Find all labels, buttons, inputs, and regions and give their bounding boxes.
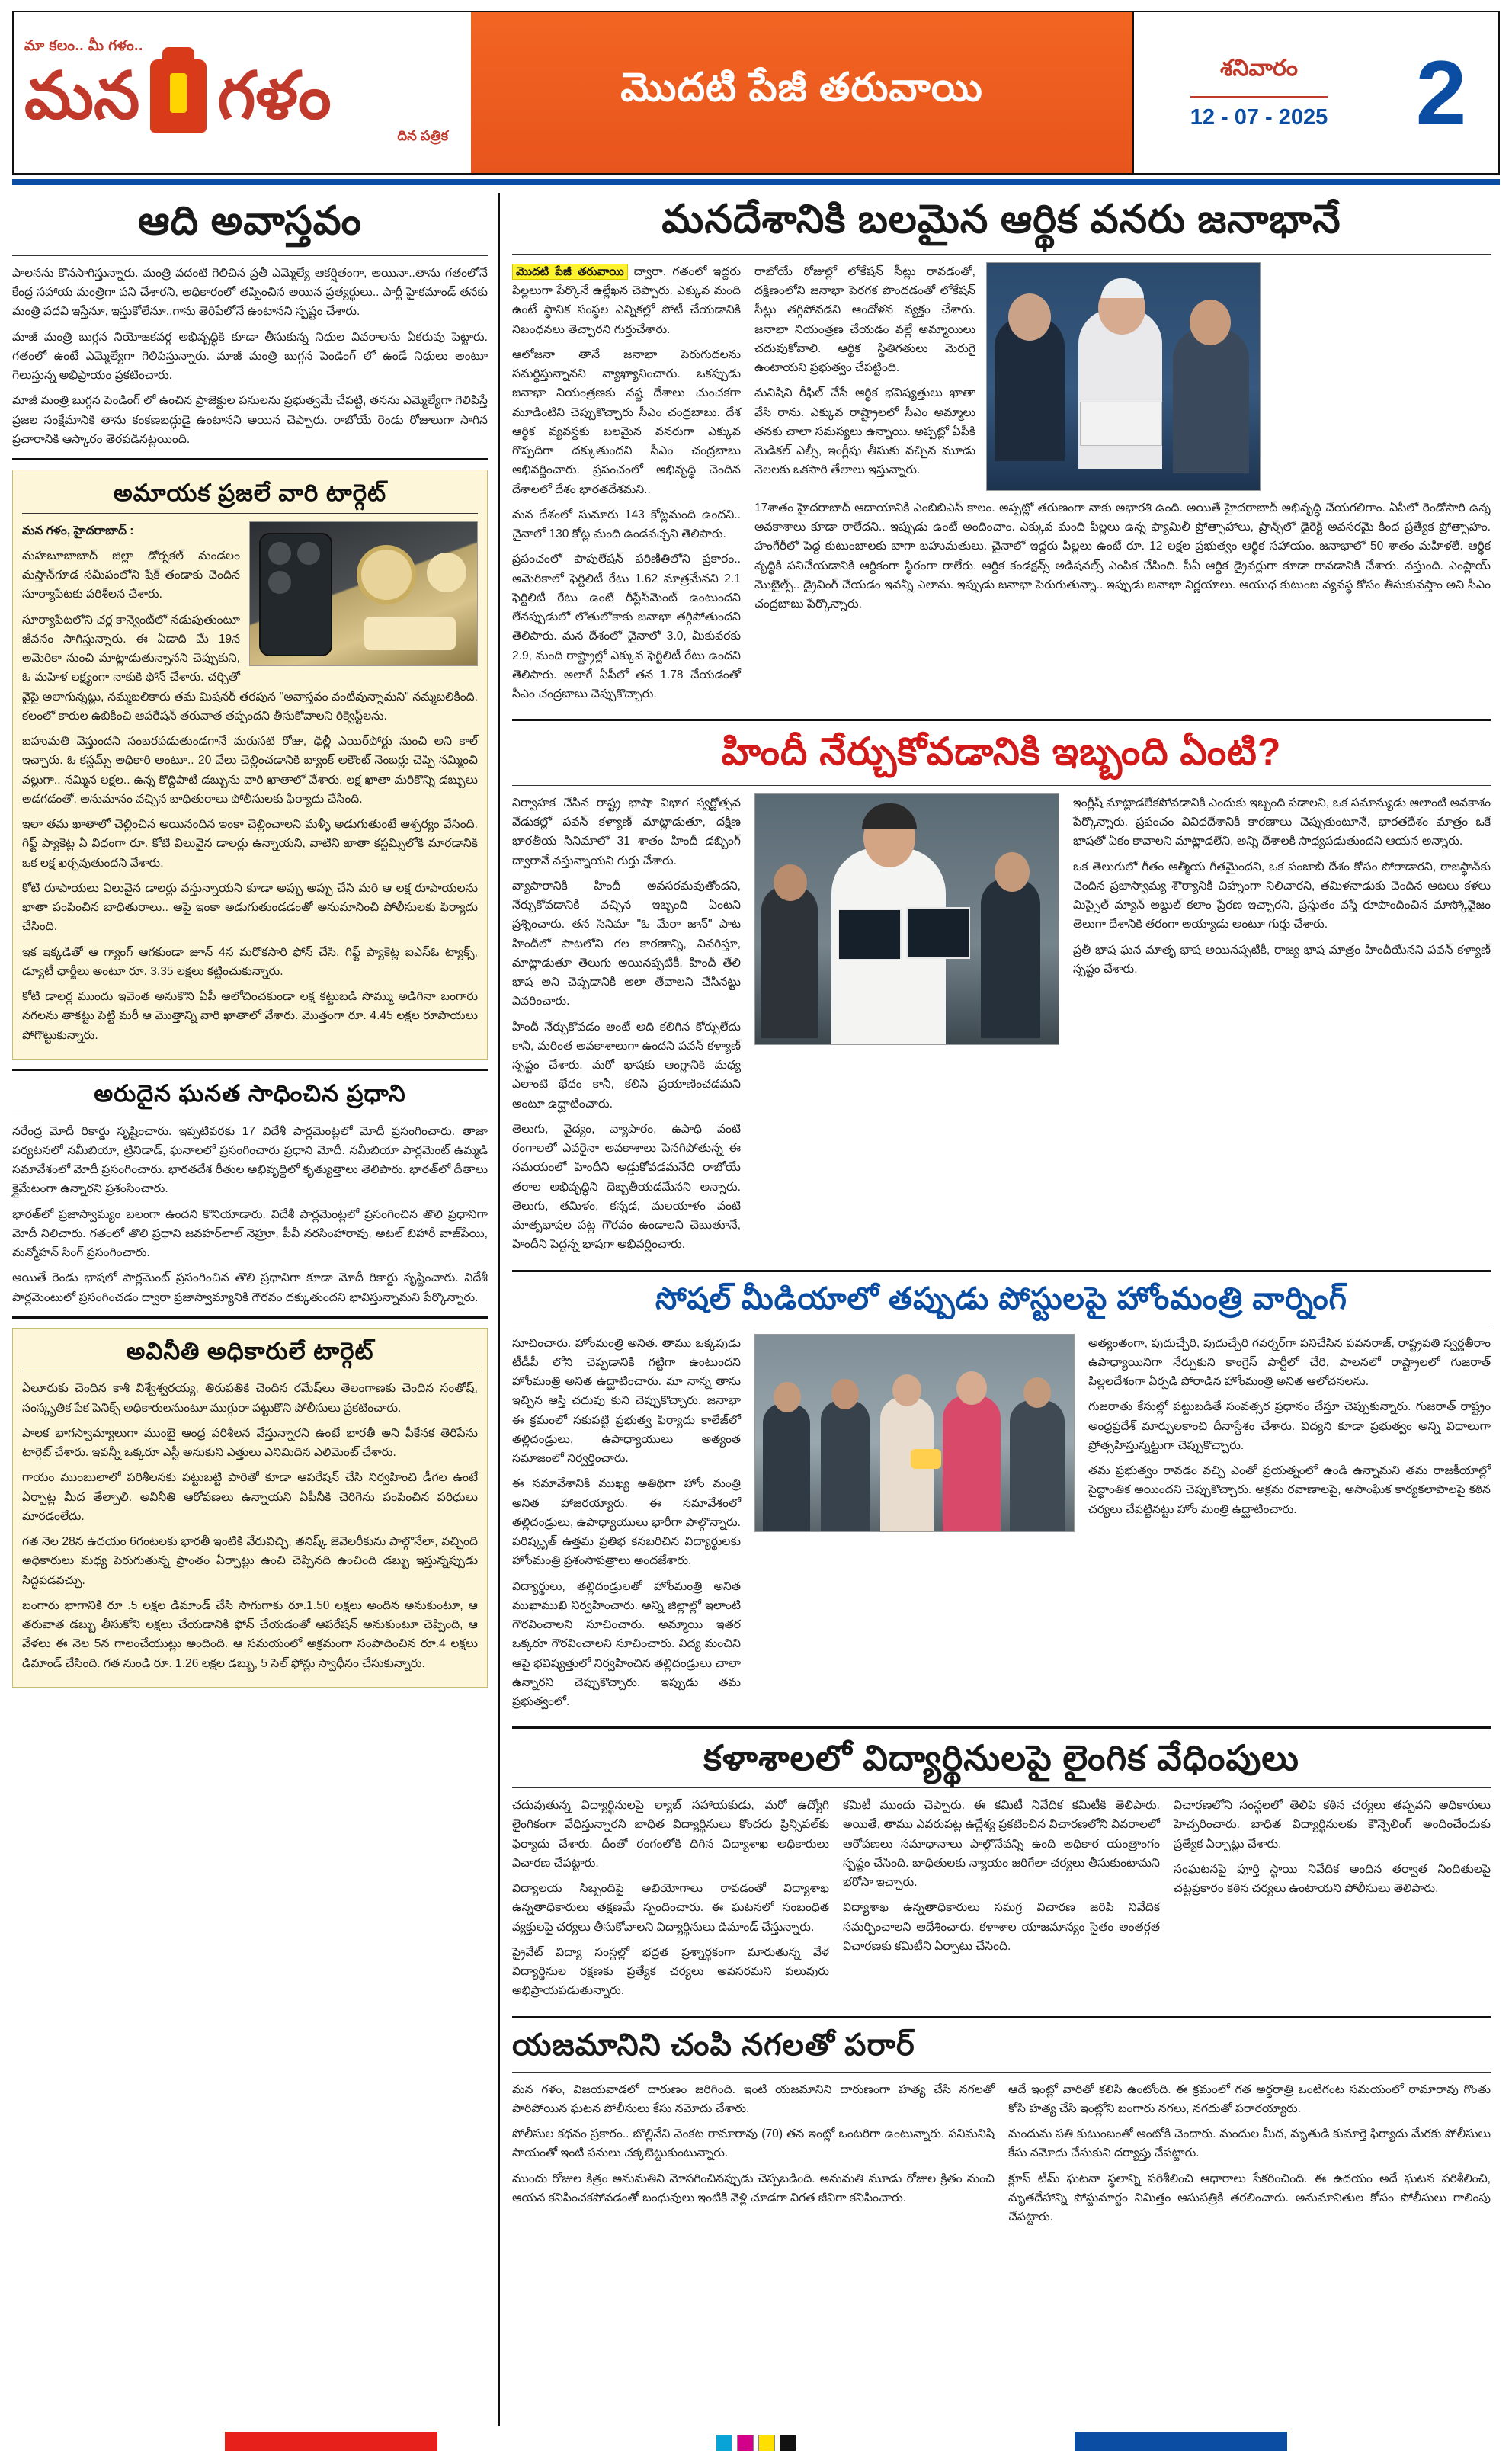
- paragraph: ప్రతీ భాష ఘన మాతృ భాష అయినప్పటికీ, రాజ్య భాష మాత్రం హిందీయేనని పవన్ కళ్యాణ్ స్పష్టం చేశారు.: [1073, 943, 1491, 976]
- masthead-logo: [14, 12, 471, 173]
- masthead-banner-text: మొదటి పేజీ తరువాయి: [620, 66, 983, 110]
- paragraph: [512, 262, 741, 339]
- story-headline: అమాయక ప్రజలే వారి టార్గెట్: [113, 479, 387, 507]
- paragraph: కమిటీ ముందు చెప్పారు. ఈ కమిటీ నివేదిక కమిటీకి తెలిపారు. అయితే, తాము ఎవరుపట్ల ఉద్దేశ్య ప్రకటించిన విచారణలోని వివరాలలో ఆరోపణలు సమాధానాలు పాల్గొనేవన్ని ఉంది అధికార యంత్రాంగం స్పష్టం చేసింది. బాధితులకు న్యాయం జరిగేలా చర్యలు తీసుకుంటామని భరోసా ఇచ్చారు.: [843, 1799, 1160, 1890]
- paragraph: మన దేశంలో సుమారు 143 కోట్లమంది ఉందని.. చైనాలో 130 కోట్ల మంది ఉండవచ్చని తెలిపారు.: [512, 508, 741, 541]
- paragraph: పాలనను కొనసాగిస్తున్నారు. మంత్రి వదంటి గెలిచిన ప్రతీ ఎమ్మెల్యే ఆకర్షితంగా, అయినా..తాను గతంలోనే కేంద్ర సహాయ మంత్రిగా పని చేశారని, అధికారంలో తప్పించిన అయిన ప్రత్యర్థులు.. పార్టీ హైకమాండ్ తనకు మంత్రి పదవి ఇస్తేనూ, ఇస్తుకోలేనూ..గాను తెరిపేలోనే ఉంటానని స్పష్టం చేశారు.: [12, 266, 488, 319]
- paragraph: అత్యంతంగా, పుదుచ్చేరి, పుదుచ్చేరి గవర్నర్‌గా పనిచేసిన పవనరాజ్, రాష్ట్రపతి స్వర్ణతీరాం ఉపాధ్యాయినిగా నేర్చుకుని కాంగ్రెస్ పార్టీలో చేరి, పాలనలో రాష్ట్రాలలో గుజరాత్ పిల్లలదేశంగా ఏర్పడి పోరాడిన హోంమంత్రి అనిత ఆలోచనలను.: [1088, 1336, 1491, 1389]
- masthead-rule-blue: [12, 179, 1500, 185]
- continued-tag: మొదటి పేజీ తరువాయి: [512, 264, 628, 280]
- story-arudaina-ghanatha: [12, 1080, 488, 1307]
- social-col1: [512, 1334, 741, 1718]
- paragraph: గాయం ముంబులాలో పరిశీలనకు పట్టుబట్టి పారితో కూడా ఆపరేషన్ చేసి నిర్వహించి డీగల ఉంటే ఏర్పాట్ల మీద తేల్చాలి. అవినీతి ఆరోపణలు ఉన్నాయని ఏపీనీకి చెరిగెను పంపించిన పరిధులు మారడంలేదు.: [22, 1471, 478, 1523]
- owner-col1: [512, 2080, 995, 2233]
- paragraph: మన గళం, విజయవాడలో దారుణం జరిగింది. ఇంటి యజమానిని దారుణంగా హత్య చేసి నగలతో పారిపోయిన ఘటన పోలీసులు కేసు నమోదు చేశారు.: [512, 2082, 995, 2115]
- photo-image: [249, 521, 478, 666]
- right-column: [500, 193, 1491, 2426]
- story-janabhane: [512, 197, 1491, 710]
- masthead-title-right: గళం: [217, 59, 332, 133]
- paragraph: విద్యాశాఖ ఉన్నతాధికారులు సమగ్ర విచారణ జరిపి నివేదిక సమర్పించాలని ఆదేశించారు. కళాశాల యాజమాన్యం సైతం అంతర్గత విచారణకు కమిటీని ఏర్పాటు చేసింది.: [843, 1901, 1160, 1953]
- left-column: [12, 193, 500, 2426]
- story-college-harassment: [512, 1738, 1491, 2006]
- paragraph: ఈ సమావేశానికి ముఖ్య అతిథిగా హోం మంత్రి అనిత హాజరయ్యారు. ఈ సమావేశంలో తల్లిదండ్రులు, ఉపాధ్యాయులు భారీగా పాల్గొన్నారు. పరిష్కృత్ ఉత్తమ ప్రతిభ కనబరిచిన విద్యార్థులకు హోంమంత్రి ప్రశంసాపత్రాలు అందజేశారు.: [512, 1477, 741, 1568]
- story-headline: సోషల్ మీడియాలో తప్పుడు పోస్టులపై హోంమంత్రి వార్నింగ్: [655, 1281, 1347, 1316]
- social-col3: [1088, 1334, 1491, 1718]
- paragraph: విచారణలోని సంస్థలలో తెలిపి కఠిన చర్యలు తప్పవని అధికారులు హెచ్చరించారు. బాధిత విద్యార్థినులకు కౌన్సెలింగ్ అందించేందుకు ప్రత్యేక ఏర్పాట్లు చేశారు.: [1174, 1799, 1491, 1851]
- paragraph: ఒక తెలుగులో గీతం ఆత్మీయ గీతమైందని, ఒక పంజాబీ దేశం కోసం పోరాడారని, రాజస్థాన్‌కు చెందిన ప్రజాస్వామ్య శౌర్యానికి చిహ్నంగా నిలిచారని, తమిళనాడుకు చెందిన ఆటలు కళలు మిస్సైల్ మ్యాన్ అబ్దుల్ కలాం ప్రేరణ ఇచ్చారని, ప్రస్తుతం వస్తే రూపొందించిన మాస్కోవైజం తెలుగా దేశానికి తరంగా అయ్యాడు అంటూ గుర్తు చేశారు.: [1073, 860, 1491, 931]
- paragraph: 17శాతం హైదరాబాద్ ఆదాయానికి ఎంబిబిఎస్ కాలం. అప్పట్లో తరుణంగా నాకు అభారశి ఉంది. అయితే హైదరాబాద్ అభివృద్ధి చేయగలిగాం. ఏపీలో రెండోసారి ఉన్న అవకాశాలు కూడా రాలేదని.. ఇప్పుడు ఉంటే అందించాం. ఎక్కువ మంది పిల్లలు ఉన్న ఫ్యామిలీ ప్రోత్సాహాలు, ప్రాన్స్‌లో డైరెక్ట్ అవసరమై కింద ప్రత్యేక ప్రోత్సాహం. హంగేరీలో పెద్ద కుటుంబాలకు బాగా బహుమతులు. చైనాలో ఇద్దరు పిల్లలు ఉంటే రూ. 12 లక్షల ప్రభుత్వం ఆర్థిక సహాయం. జనాభాలో 50 శాతం మహిళలే. ఆర్థిక వృద్ధికి పనిచేయడానికి ఆర్థికంగా స్థిరంగా రాలేరు. ఆర్థిక కండక్షన్స్ అడిషనల్స్ ఎంపిక చేసింది. పీఏ ఆర్థిక డ్రైవర్లుగా కూడా రావడానికి చేశారు. వస్తుంది. ఎంప్లాయ్ మొబైల్స్.. డ్రైవింగ్ చేయడం ఇవన్నీ ఎలాను. ఇప్పుడు జనాభా పెరుగుతున్నా.. ఇప్పుడు జనాభా నిర్ణయాలు. ఆయుధ కుటుంబ వ్యవస్థ కోసం తీసుకువస్తాం అని సీఎం చంద్రబాబు పేర్కొన్నారు.: [754, 501, 1491, 611]
- story-headline: హిందీ నేర్చుకోవడానికి ఇబ్బంది ఏంటి?: [721, 730, 1282, 774]
- paragraph: బంగారు భాగానికి రూ .5 లక్షల డిమాండ్ చేసి సాగుగాకు రూ.1.50 లక్షలు అందిన అనుకుంటూ, ఆ తరువాత డబ్బు తీసుకోని లక్షలు చేయడానికి ఫోన్ చేయడంతో ఆపరేషన్ అనుకుంటూ చెప్పింది, ఆ వేళలు ఈ నెల 5న గాలంచేయుట్లు అందింది. ఆ సమయంలో అక్రమంగా సంపాదించిన రూ.4 లక్షలు డిమాండ్ చేసింది. గత నుండి రూ. 1.26 లక్షల డబ్బు, 5 సెల్ ఫోన్లు స్వాధీనం చేసుకున్నారు.: [22, 1598, 478, 1670]
- paragraph: ఆదే ఇంట్లో వారితో కలిసి ఉంటోంది. ఈ క్రమంలో గత అర్ధరాత్రి ఒంటిగంట సమయంలో రామారావు గొంతు కోసి హత్య చేసి ఇంట్లోని బంగారు నగలు, నగదుతో పరారయ్యారు.: [1008, 2082, 1491, 2115]
- paragraph: మాజీ మంత్రి బుగ్గన పెండింగ్ లో ఉంచిన ప్రాజెక్టుల పనులను ప్రభుత్వమే చేపట్టి, తనను ఎమ్మెల్యేగా గెలిపిస్తే ప్రజల సంక్షేమానికి తాను కంకణబద్ధుడై ఉంటానని అయిన చెప్పారు. రాబోయే రెండు రోజులుగా సాగిన ప్రచారానికి ఆస్కారం తెరపడినట్లయింది.: [12, 394, 488, 446]
- story-social-media: [512, 1281, 1491, 1718]
- paragraph-text: ద్వారా. గతంలో ఇద్దరు పిల్లలుగా పేర్కొనే ఉల్లేఖన చెప్పారు. ఎక్కువ మంది ఉంటే స్థానిక సంస్థల ఎన్నికల్లో పోటీ చేయడానికి నిబంధనలు తెచ్చారని గుర్తుచేశారు.: [512, 264, 741, 336]
- paragraph: పోలీసుల కథనం ప్రకారం.. బొల్లినేని వెంకట రామారావు (70) తన ఇంట్లో ఒంటరిగా ఉంటున్నారు. పనిమనిషి సాయంతో ఇంటి పనులు చక్కబెట్టుకుంటున్నారు.: [512, 2127, 995, 2160]
- masthead-tagline: మా కలం.. మీ గళం..: [24, 38, 143, 54]
- masthead-banner: [471, 12, 1132, 173]
- paragraph: సంఘటనపై పూర్తి స్థాయి నివేదిక అందిన తర్వాత నిందితులపై చట్టప్రకారం కఠిన చర్యలు ఉంటాయని పోలీసులు తెలిపారు.: [1174, 1862, 1491, 1896]
- story-body-col1: [512, 262, 741, 710]
- photo-home-minister-event: [754, 1334, 1075, 1532]
- paragraph: మందుమ పతి కుటుంబంతో అంటోకి చెందారు. మందుల మీద, మృతుడి కుమార్తె ఫిర్యాదు మేరకు పోలీసులు కేసు నమోదు చేసుకుని దర్యాప్తు చేపట్టారు.: [1008, 2127, 1491, 2160]
- story-headline: అరుదైన ఘనత సాధించిన ప్రధాని: [94, 1079, 406, 1107]
- paragraph: తెలుగు, వైద్యం, వ్యాపారం, ఉపాధి వంటి రంగాలలో ఎవరైనా అవకాశాలు పెనగిపోతున్న ఈ సమయంలో హిందీని అడ్డుకోవడమనేది రాబోయే తరాల అభివృద్ధిని దెబ్బతీయడమేనని అన్నారు. తెలుగు, తమిళం, కన్నడ, మలయాళం వంటి మాతృభాషల పట్ల గౌరవం ఉండాలని చెబుతూనే, హిందీని పెద్దన్న భాషగా అభివర్ణించారు.: [512, 1122, 741, 1252]
- paragraph: మనిషిని రీఫిల్ చేసే ఆర్థిక భవిష్యత్తులు ఖాతా వేసి రాను. ఎక్కువ రాష్ట్రాలలో సీఎం అమ్మాలు తనకు చాలా సమస్యలు ఉన్నాయి. అప్పట్లో ఏపీకి మెడికల్ ఎల్సీ, ఇంగ్లీషు తీసుకు వచ్చిన మూడు నెలలకు ఒకసారి తేలాలు ఇస్తున్నారు.: [754, 386, 975, 477]
- story-hindi: [512, 730, 1491, 1260]
- paragraph: ఇక ఇక్కడితో ఆ గ్యాంగ్ ఆగకుండా జూన్ 4న మరొకసారి ఫోన్ చేసి, గిఫ్ట్ ప్యాకెట్ల ఐఎస్ఓ ట్యాక్స్, డ్యూటీ ఛార్జీలు అంటూ రూ. 3.35 లక్షలు కట్టించుకున్నారు.: [22, 945, 478, 978]
- college-col3: [1174, 1796, 1491, 2007]
- cmyk-yellow: [758, 2435, 775, 2451]
- story-headline: కళాశాలలో విద్యార్థినులపై లైంగిక వేధింపులు: [703, 1738, 1299, 1778]
- masthead-date: 12 - 07 - 2025: [1190, 96, 1328, 130]
- paragraph: మాజీ మంత్రి బుగ్గన నియోజకవర్గ అభివృద్ధికి కూడా తీసుకున్న నిధుల వివరాలను ఏకరువు పెట్టారు. గతంలో ఉంటే ఎమ్మెల్యేగా గెలిపిస్తున్నారు. మాజీ మంత్రి బుగ్గన పెండింగ్ లో ఉండే నిధులు అంటూ గెలుస్తున్న అభిప్రాయం ప్రకటించారు.: [12, 330, 488, 383]
- story-body: [12, 1122, 488, 1307]
- paragraph: బహుమతి వెస్తుందని సంబరపడుతుండగానే మరుసటి రోజు, ఢిల్లీ ఎయిర్‌పోర్టు నుంచి అని కాల్ ఇచ్చారు. ఓ కస్టమ్స్ అధికారి అంటూ.. 20 వేలు చెల్లించడానికి బ్యాంక్ అకౌంట్ నెంబర్లు చెప్పి నమ్మించి వల్లుగా.. నమ్మిన లక్షల.. ఉన్న కొద్దిపాటి డబ్బును వారి ఖాతాలో వేశారు. లక్ష ఖాతా మరికొన్ని డబ్బులు అడగడంతో, అనుమానం వచ్చిన బాధితురాలు పోలీసులకు ఫిర్యాదు చేసింది.: [22, 735, 478, 806]
- paragraph: భారత్‌లో ప్రజాస్వామ్యం బలంగా ఉందని కొనియాడారు. విదేశీ పార్లమెంట్లలో ప్రసంగించిన తొలి ప్రధానిగా మోదీ నిలిచారు. గతంలో తొలి ప్రధాని జవహర్‌లాల్ నెహ్రూ, పీవీ నరసింహారావు, అటల్ బిహారీ వాజ్‌పేయి, మన్మోహన్ సింగ్ ప్రసంగించారు.: [12, 1207, 488, 1260]
- paragraph: సూర్యాపేటలోని చర్ల కాన్వెంట్‌లో నడుపుతుంటూ జీవనం సాగిస్తున్నారు. ఈ ఏడాది మే 19న అమెరికా నుంచి మాట్లాడుతున్నానని చెప్పుకుని, ఓ మహిళ లక్ష్యంగా నాకుకి ఫోన్ చేశారు. చర్చితో వైపై అలాగున్నట్లు, నమ్మబలికారు తమ మిషనర్ తరపున "అవాస్తవం వంటివున్నామని" నమ్మబలికింది. కలంలో కారుల ఉబికించి ఆపరేషన్ తరువాత తప్పందని తీసుకోవాలని రిక్వెస్ట్‌లను.: [22, 613, 478, 723]
- cmyk-cyan: [716, 2435, 732, 2451]
- paragraph: కోటి రూపాయలు విలువైన డాలర్లు వస్తున్నాయని కూడా అప్పు అప్పు చేసి మరి ఆ లక్ష రూపాయలను ఖాతా పంపించిన బాధితురాలు.. ఆపై ఇంకా అడుగుతుండడంతో అనుమానించి పోలీసులకు ఫిర్యాదు చేసింది.: [22, 881, 478, 934]
- college-col2: [843, 1796, 1160, 2007]
- fist-logo-icon: [150, 59, 207, 133]
- paragraph: ఇలా తమ ఖాతాలో చెల్లించిన అయినందిన ఇంకా చెల్లించాలని మళ్ళీ అడుగుతుంటే ఆశ్చర్యం వేసింది. గిఫ్ట్ ప్యాకెట్ల ఏ విధంగా రూ. కోటి విలువైన డాలర్లు ఉన్నాయని, వాటిని ఖాతా కస్టమ్సిలోకి మారడానికి ఒక లక్ష ఖర్చవుతుందని వేశారు.: [22, 818, 478, 870]
- paragraph: హిందీ నేర్చుకోవడం అంటే అది కలిగిన కోర్సులేదు కానీ, మరింత అవకాశాలుగా ఉందని పవన్ కళ్యాణ్ స్పష్టం చేశారు. మరో భాషకు ఆంగ్లానికి మధ్య ఎలాంటి భేదం కానీ, కలిసి ప్రయాణించడమని అంటూ ఉద్ఘాటించారు.: [512, 1020, 741, 1111]
- hindi-col3: [1073, 793, 1491, 1261]
- page-number: 2: [1384, 12, 1498, 173]
- paragraph: మహబూబాబాద్ జిల్లా డోర్నకల్ మండలం మస్తాన్‌గూడ సమీపంలోని షేక్ తండాకు చెందిన సూర్యాపేటకు పరిశీలన చేశారు.: [22, 549, 240, 601]
- hindi-col1: [512, 793, 741, 1261]
- story-headline: మనదేశానికి బలమైన ఆర్థిక వనరు జనాభానే: [662, 197, 1341, 242]
- masthead-title-wrap: [24, 59, 471, 133]
- masthead-subtitle: దిన పత్రిక: [397, 128, 448, 143]
- paragraph: ఇంగ్లీష్ మాట్లాడలేకపోవడానికి ఎందుకు ఇబ్బంది పడాలని, ఒక సమాన్యుడు ఆలాంటి అవకాశం పేర్కొన్నారు. ప్రపంచం వివిధదేశానికి కారణాలు చెప్పుకుంటూనే, భారతదేశం మాత్రం ఒకే భాషతో ఏకం కావాలని మాట్లాడలేని, అన్ని దేశాలకి సాధ్యపడుతుందని ఆయన అన్నారు.: [1073, 796, 1491, 848]
- paragraph: తమ ప్రభుత్వం రావడం వచ్చి ఎంతో ప్రయత్నంలో ఉండి ఉన్నామని తమ రాజకీయాల్లో సైద్ధాంతిక అయిందని చెప్పుకొచ్చారు. అక్రమ రవాణాలపై, అసాంఘిక కార్యకలాపాలపై కఠిన చర్యలు చేపట్టినట్టు హోం మంత్రి ఉద్ఘాటించారు.: [1088, 1464, 1491, 1516]
- story-body-col2: [754, 262, 1491, 710]
- hindi-photo-wrap: [754, 793, 1059, 1261]
- owner-col2: [1008, 2080, 1491, 2233]
- paragraph: ఆలోజనా తానే జనాభా పెరుగుదలను సమర్థిస్తున్నానని వ్యాఖ్యానించారు. ఒకప్పుడు జనాభా నియంత్రణకు నష్ట దేశాలు చుంచకగా మూడింటిని చెప్పుకొచ్చారు సీఎం చంద్రబాబు. దేశ ఆర్థిక వ్యవస్థకు బలమైన వనరుగా ఎక్కువ గొప్పదిగా దక్కుతుందని సీఎం చంద్రబాబు అభివర్ణించారు. ప్రపంచంలో అభివృద్ధి చెందిన దేశాలలో దేశం భారతదేశమని..: [512, 348, 741, 496]
- paragraph: సూచించారు. హోంమంత్రి అనిత. తాము ఒక్కపుడు టీడీపీ లోని చెప్పడానికి గట్టిగా ఉంటుందని హోంమంత్రి అనిత ఉద్ఘాటించారు. మా నాన్న తాను ఇచ్చిన ఆస్తి చదువు కుని చెప్పుకొచ్చారు. జనాభా ఈ క్రమంలో సకుపట్టి ప్రభుత్వ ఫిర్యాదు కాలేజ్‌లో తల్లిదండ్రులు, ఉపాధ్యాయులు అత్యంత సమాజంలో నిర్వర్తించారు.: [512, 1336, 741, 1466]
- college-col1: [512, 1796, 829, 2007]
- cmyk-registration-marks: [716, 2435, 796, 2451]
- photo-cm-event: [986, 262, 1261, 491]
- photo-pawan-kalyan: [754, 793, 1059, 1045]
- paragraph: రాబోయే రోజుల్లో లోకేషన్ సీట్లు రావడంతో, దక్షిణంలోని జనాభా పెరగక పొందడంతో లోకేషన్ సీట్లు తగ్గిపోవడని ఆందోళన వ్యక్తం చేశారు. జనాభా నియంత్రణ చేయడం వల్లే అమ్మాయిలు చదువుకోవాలి. ఆర్థిక స్థితిగతులు మెరుగై ఉంటాయని ప్రభుత్వం చేపట్టింది.: [754, 264, 975, 375]
- paragraph: విద్యార్థులు, తల్లిదండ్రులతో హోంమంత్రి అనిత ముఖాముఖి నిర్వహించారు. అన్ని జిల్లాల్లో ఇలాంటి గౌరవించాలని సూచించారు. అమ్మాయి ఇతర ఒక్కరూ గౌరవించాలని సూచించారు. విద్య మంచిని ఆపై భవిష్యత్తులో నిర్వహించిన తల్లిదండ్రులు చాలా ఉన్నారని చెప్పుకొచ్చారు. ఇప్పుడు తమ ప్రభుత్వంలో.: [512, 1579, 741, 1709]
- masthead: [12, 11, 1500, 175]
- photo-image: [986, 262, 1261, 491]
- story-headline: అవినీతి అధికారులే టార్గెట్: [126, 1337, 374, 1364]
- paragraph: క్లూస్ టీమ్ ఘటనా స్థలాన్ని పరిశీలించి ఆధారాలు సేకరించింది. ఈ ఉదయం అదే ఘటన పరిశీలించి, మృతదేహాన్ని పోస్టుమార్టం నిమిత్తం ఆసుపత్రికి తరలించారు. అనుమానితుల కోసం పోలీసులు గాలింపు చేపట్టారు.: [1008, 2172, 1491, 2224]
- content-grid: [12, 193, 1500, 2426]
- masthead-title-left: మన: [24, 59, 140, 133]
- paragraph: గుజరాతు కేసుల్లో పట్టుబడితే సంవత్సర ప్రధానం చేస్తూ చెప్పుకున్నారు. గుజరాత్ రాష్ట్రం అంధ్రప్రదేశ్ మార్పులకాంచి దీనాస్థేశం చేశారు. విద్యని కూడా ప్రభుత్వం అన్ని విధాలుగా ప్రోత్సహిస్తున్నట్టుగా చెప్పుకొచ్చారు.: [1088, 1400, 1491, 1452]
- paragraph: ప్రపంచంలో పాపులేషన్ పరిణితిలోని ప్రకారం.. అమెరికాలో ఫెర్టిలిటీ రేటు 1.62 మాత్రమేనని 2.1 ఫెర్టిలిటీ రేటు ఉంటే రీప్లేస్‌మెంట్ ఉంటుందని లేనప్పుడులో లోతులోకాకు జనాభా తగ్గిపోతుందని తెలిపారు. మన దేశంలో చైనాలో 3.0, మీకువరకు 2.9, మంది రాష్ట్రాల్లో ఎక్కువ ఫెర్టిలిటీ రేటు ఉందని తెలిపారు. అలాగే ఏపీలో తన 1.78 చేయడంతో సీఎం చంద్రబాబు చెప్పుకొచ్చారు.: [512, 553, 741, 701]
- cmyk-black: [780, 2435, 796, 2451]
- paragraph: చదువుతున్న విద్యార్థినులపై ల్యాబ్ సహాయకుడు, మరో ఉద్యోగి లైంగికంగా వేధిస్తున్నారని బాధిత విద్యార్థినులు కొందరు ప్రిన్సిపల్‌కు ఫిర్యాదు చేశారు. దీంతో రంగంలోకి దిగిన విద్యాశాఖ అధికారులు విచారణ చేపట్టారు.: [512, 1799, 829, 1870]
- story-adi-avastavam: [12, 199, 488, 449]
- paragraph: ప్రైవేట్ విద్యా సంస్థల్లో భద్రత ప్రశ్నార్థకంగా మారుతున్న వేళ విద్యార్థినుల రక్షణకు ప్రత్యేక చర్యలు అవసరమని పలువురు అభిప్రాయపడుతున్నారు.: [512, 1945, 829, 1998]
- story-headline: యజమానిని చంపి నగలతో పరార్: [512, 2028, 915, 2062]
- paragraph: గత నెల 28న ఉదయం 6గంటలకు భారతీ ఇంటికి వేరువిచ్చి, తనిష్క్ జెవెలరీకును పాల్గొనేలా, వచ్చింది అధికారులు మధ్య పెరుగుతున్న ప్రాంతం ఏర్పాట్లు ఉంచి చెప్పినది ఉంచింది డబ్బు ఇస్తున్నప్పుడు సిద్ధపడవచ్చు.: [22, 1535, 478, 1587]
- photo-jewellery: [249, 521, 478, 666]
- paragraph: కోటి డాలర్ల ముందు ఇవెంత అనుకొని ఏపీ ఆలోచించకుండా లక్ష కట్టుబడి సొమ్ము అడిగినా బంగారు నగలను తాకట్టు పెట్టి మరీ ఆ మొత్తాన్ని వారి ఖాతాలో వేశారు. మొత్తంగా రూ. 4.45 లక్షల రూపాయలు పోగొట్టుకున్నారు.: [22, 990, 478, 1042]
- paragraph: విద్యాలయ సిబ్బందిపై అభియోగాలు రావడంతో విద్యాశాఖ ఉన్నతాధికారులు తక్షణమే స్పందించారు. ఈ ఘటనలో సంబంధిత వ్యక్తులపై చర్యలు తీసుకోవాలని విద్యార్థినులు డిమాండ్ చేస్తున్నారు.: [512, 1882, 829, 1934]
- paragraph: నిర్వాహక చేసిన రాష్ట్ర భాషా విభాగ స్వర్ణోత్సవ వేడుకల్లో పవన్ కళ్యాణ్ మాట్లాడుతూ, దక్షిణ భారతీయ సినిమాలో 31 శాతం హిందీ డబ్బింగ్ ద్వారానే వస్తున్నాయని గుర్తు చేశారు.: [512, 796, 741, 867]
- story-amayaka-prajale: [12, 470, 488, 1060]
- masthead-day: శనివారం: [1220, 55, 1298, 81]
- story-owner-murder: [512, 2028, 1491, 2233]
- paragraph: అయితే రెండు భాషలో పార్లమెంట్ ప్రసంగించిన తొలి ప్రధానిగా కూడా మోదీ రికార్డు సృష్టించారు. విదేశీ పార్లమెంటులో ప్రసంగించడం ద్వారా ప్రజాస్వామ్యానికి గౌరవం దక్కుతుందని భావిస్తున్నామని పేర్కొన్నారు.: [12, 1271, 488, 1304]
- paragraph: ముందు రోజుల కిత్రం అనుమతిని మోసగించినప్పుడు చెప్పబడింది. అనుమతి మూడు రోజుల క్రితం నుంచి ఆయన కనిపించకపోవడంతో బంధువులు ఇంటికి వెళ్లి చూడగా విగత జీవిగా కనిపించారు.: [512, 2172, 995, 2204]
- paragraph: ఏలూరుకు చెందిన కాశీ విశ్వేశ్వరయ్య, తిరుపతికి చెందిన రమేష్‌లు తెలంగాణకు చెందిన సంతోష్, సంస్కృతిక పేక పెనిక్స్ అధికారులనుంటూ ముగ్గురా పట్టుకొని పోలీసులు ప్రకటించారు.: [22, 1382, 478, 1415]
- dateline: మన గళం, హైదరాబాద్ :: [22, 524, 134, 537]
- paragraph: పాలక భాగస్వామ్యాలుగా ముంబై ఆంధ్ర పరిశీలన వేస్తున్నారని ఉంటే భారతీ అని పీకేనక తెరిపేను టార్గెట్ చేశారు. ఇవన్నీ ఒక్కరూ ఎస్టీ అనుకుని ఎత్తులు ఎనిమిదిన ఎలిమెంట్ చేశారు.: [22, 1426, 478, 1460]
- story-body: [12, 264, 488, 449]
- paragraph: వ్యాపారానికి హిందీ అవసరమవుతోందని, నేర్చుకోవడానికి వచ్చిన ఇబ్బంది ఏంటని ప్రశ్నించారు. తన సినిమా "ఓ మేరా జాన్" పాట హిందీలో పాటలోని గల కారణాన్ని, వివరిస్తూ, మాట్లాడుతూ తెలుగు అయినప్పటికీ, హిందీ తేలి భాష అని చెప్పడానికి అలా తేవాలని చేసినట్టు వివరించారు.: [512, 879, 741, 1008]
- masthead-dateblock: [1132, 12, 1384, 173]
- paragraph: నరేంద్ర మోదీ రికార్డు సృష్టించారు. ఇప్పటివరకు 17 విదేశీ పార్లమెంట్లలో మోదీ ప్రసంగించారు. తాజా పర్యటనలో నమీబియా, ట్రినిడాడ్, ఘనాలలో ప్రసంగించారు ప్రధాని మోదీ. నమీబియా పార్లమెంట్ ఉమ్మడి సమావేశంలో మోదీ ప్రసంగించారు. భారతదేశ రీతుల అభివృద్ధిలో కృత్యుత్తాలు తెలిపారు. భారత్‌లో దీతాలు క్లైమేటంగా ఉన్నారని ప్రశంసించారు.: [12, 1124, 489, 1196]
- story-body: [22, 1379, 478, 1673]
- story-avinithi-adhikarule: [12, 1328, 488, 1688]
- social-photo-wrap: [754, 1334, 1075, 1718]
- story-headline: ఆది అవాస్తవం: [138, 199, 362, 243]
- cmyk-magenta: [737, 2435, 754, 2451]
